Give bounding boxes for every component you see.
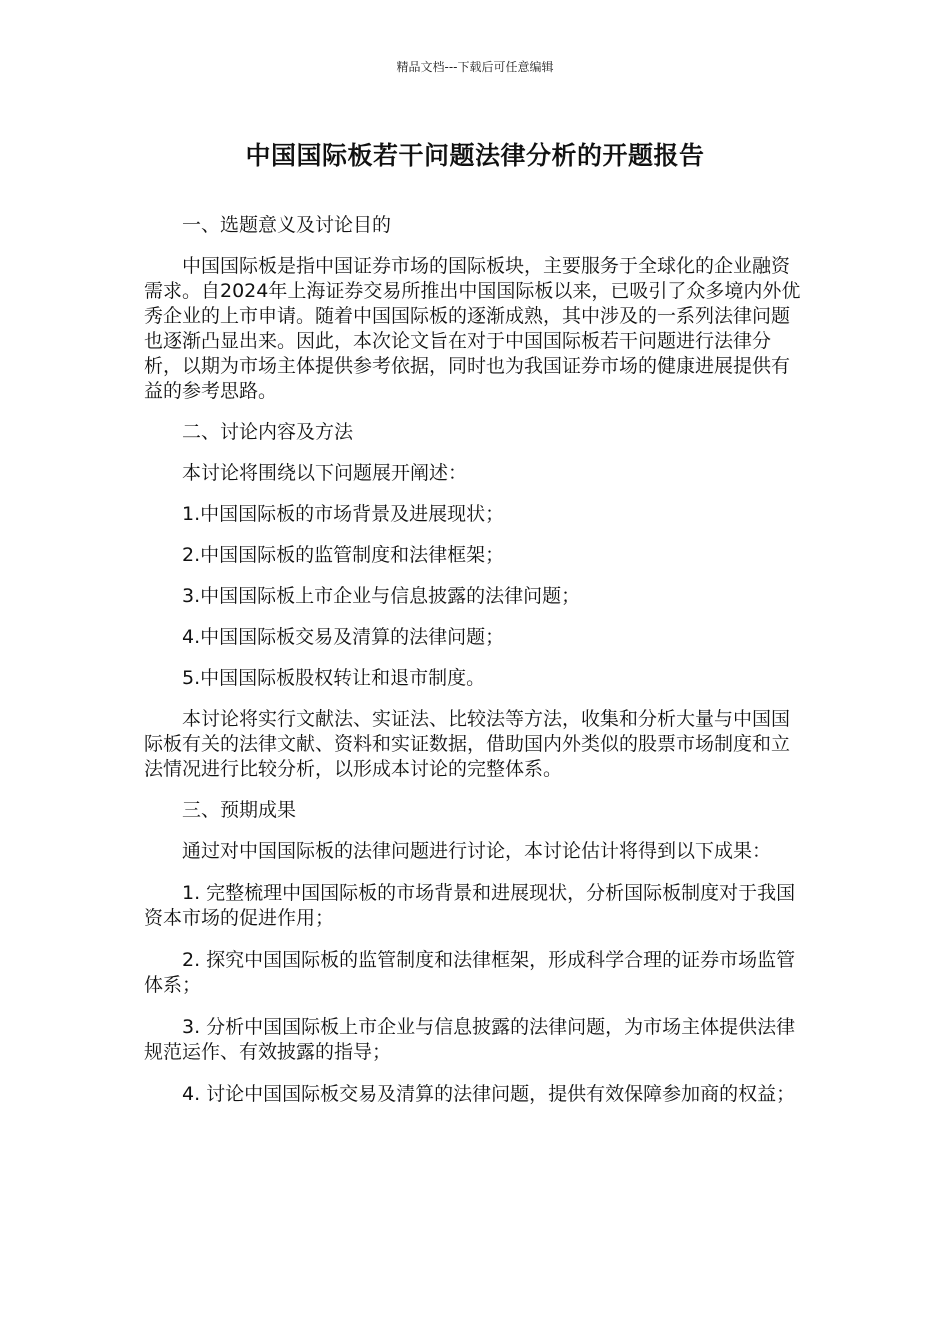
list-item: 1. 完整梳理中国国际板的市场背景和进展现状，分析国际板制度对于我国资本市场的促进作用；: [144, 882, 796, 929]
paragraph-outcomes-intro: 通过对中国国际板的法律问题进行讨论，本讨论估计将得到以下成果：: [182, 840, 772, 862]
paragraph-intro: 中国国际板是指中国证券市场的国际板块，主要服务于全球化的企业融资需求。自2024年上海证券交易所推出中国国际板以来，已吸引了众多境内外优秀企业的上市申请。随着中国国际板的逐渐成熟，其中涉及的一系列法律问题也逐渐凸显出来。因此，本次论文旨在对于中国国际板若干问题进行法律分析，以期为市场主体提供参考依据，同时也为我国证券市场的健康进展提供有益的参考思路。: [144, 255, 801, 402]
list-item: 4. 讨论中国国际板交易及清算的法律问题，提供有效保障参加商的权益；: [182, 1083, 796, 1105]
list-item: 3.中国国际板上市企业与信息披露的法律问题；: [182, 585, 581, 607]
section-heading-3: 三、预期成果: [182, 799, 297, 821]
list-item: 4.中国国际板交易及清算的法律问题；: [182, 626, 505, 648]
list-item: 1.中国国际板的市场背景及进展现状；: [182, 503, 505, 525]
list-item: 2. 探究中国国际板的监管制度和法律框架，形成科学合理的证券市场监管体系；: [144, 949, 796, 996]
paragraph-scope: 本讨论将围绕以下问题展开阐述：: [182, 462, 468, 484]
paragraph-methods: 本讨论将实行文献法、实证法、比较法等方法，收集和分析大量与中国国际板有关的法律文献、资料和实证数据，借助国内外类似的股票市场制度和立法情况进行比较分析，以形成本讨论的完整体系。: [144, 708, 791, 780]
section-heading-2: 二、讨论内容及方法: [182, 421, 354, 443]
list-item: 3. 分析中国国际板上市企业与信息披露的法律问题，为市场主体提供法律规范运作、有效披露的指导；: [144, 1016, 796, 1063]
section-heading-1: 一、选题意义及讨论目的: [182, 214, 392, 236]
list-item: 5.中国国际板股权转让和退市制度。: [182, 667, 486, 689]
document-body: [144, 213, 808, 1124]
document-title: 中国国际板若干问题法律分析的开题报告: [245, 141, 705, 170]
header-note: 精品文档---下载后可任意编辑: [396, 60, 554, 74]
list-item: 2.中国国际板的监管制度和法律框架；: [182, 544, 505, 566]
